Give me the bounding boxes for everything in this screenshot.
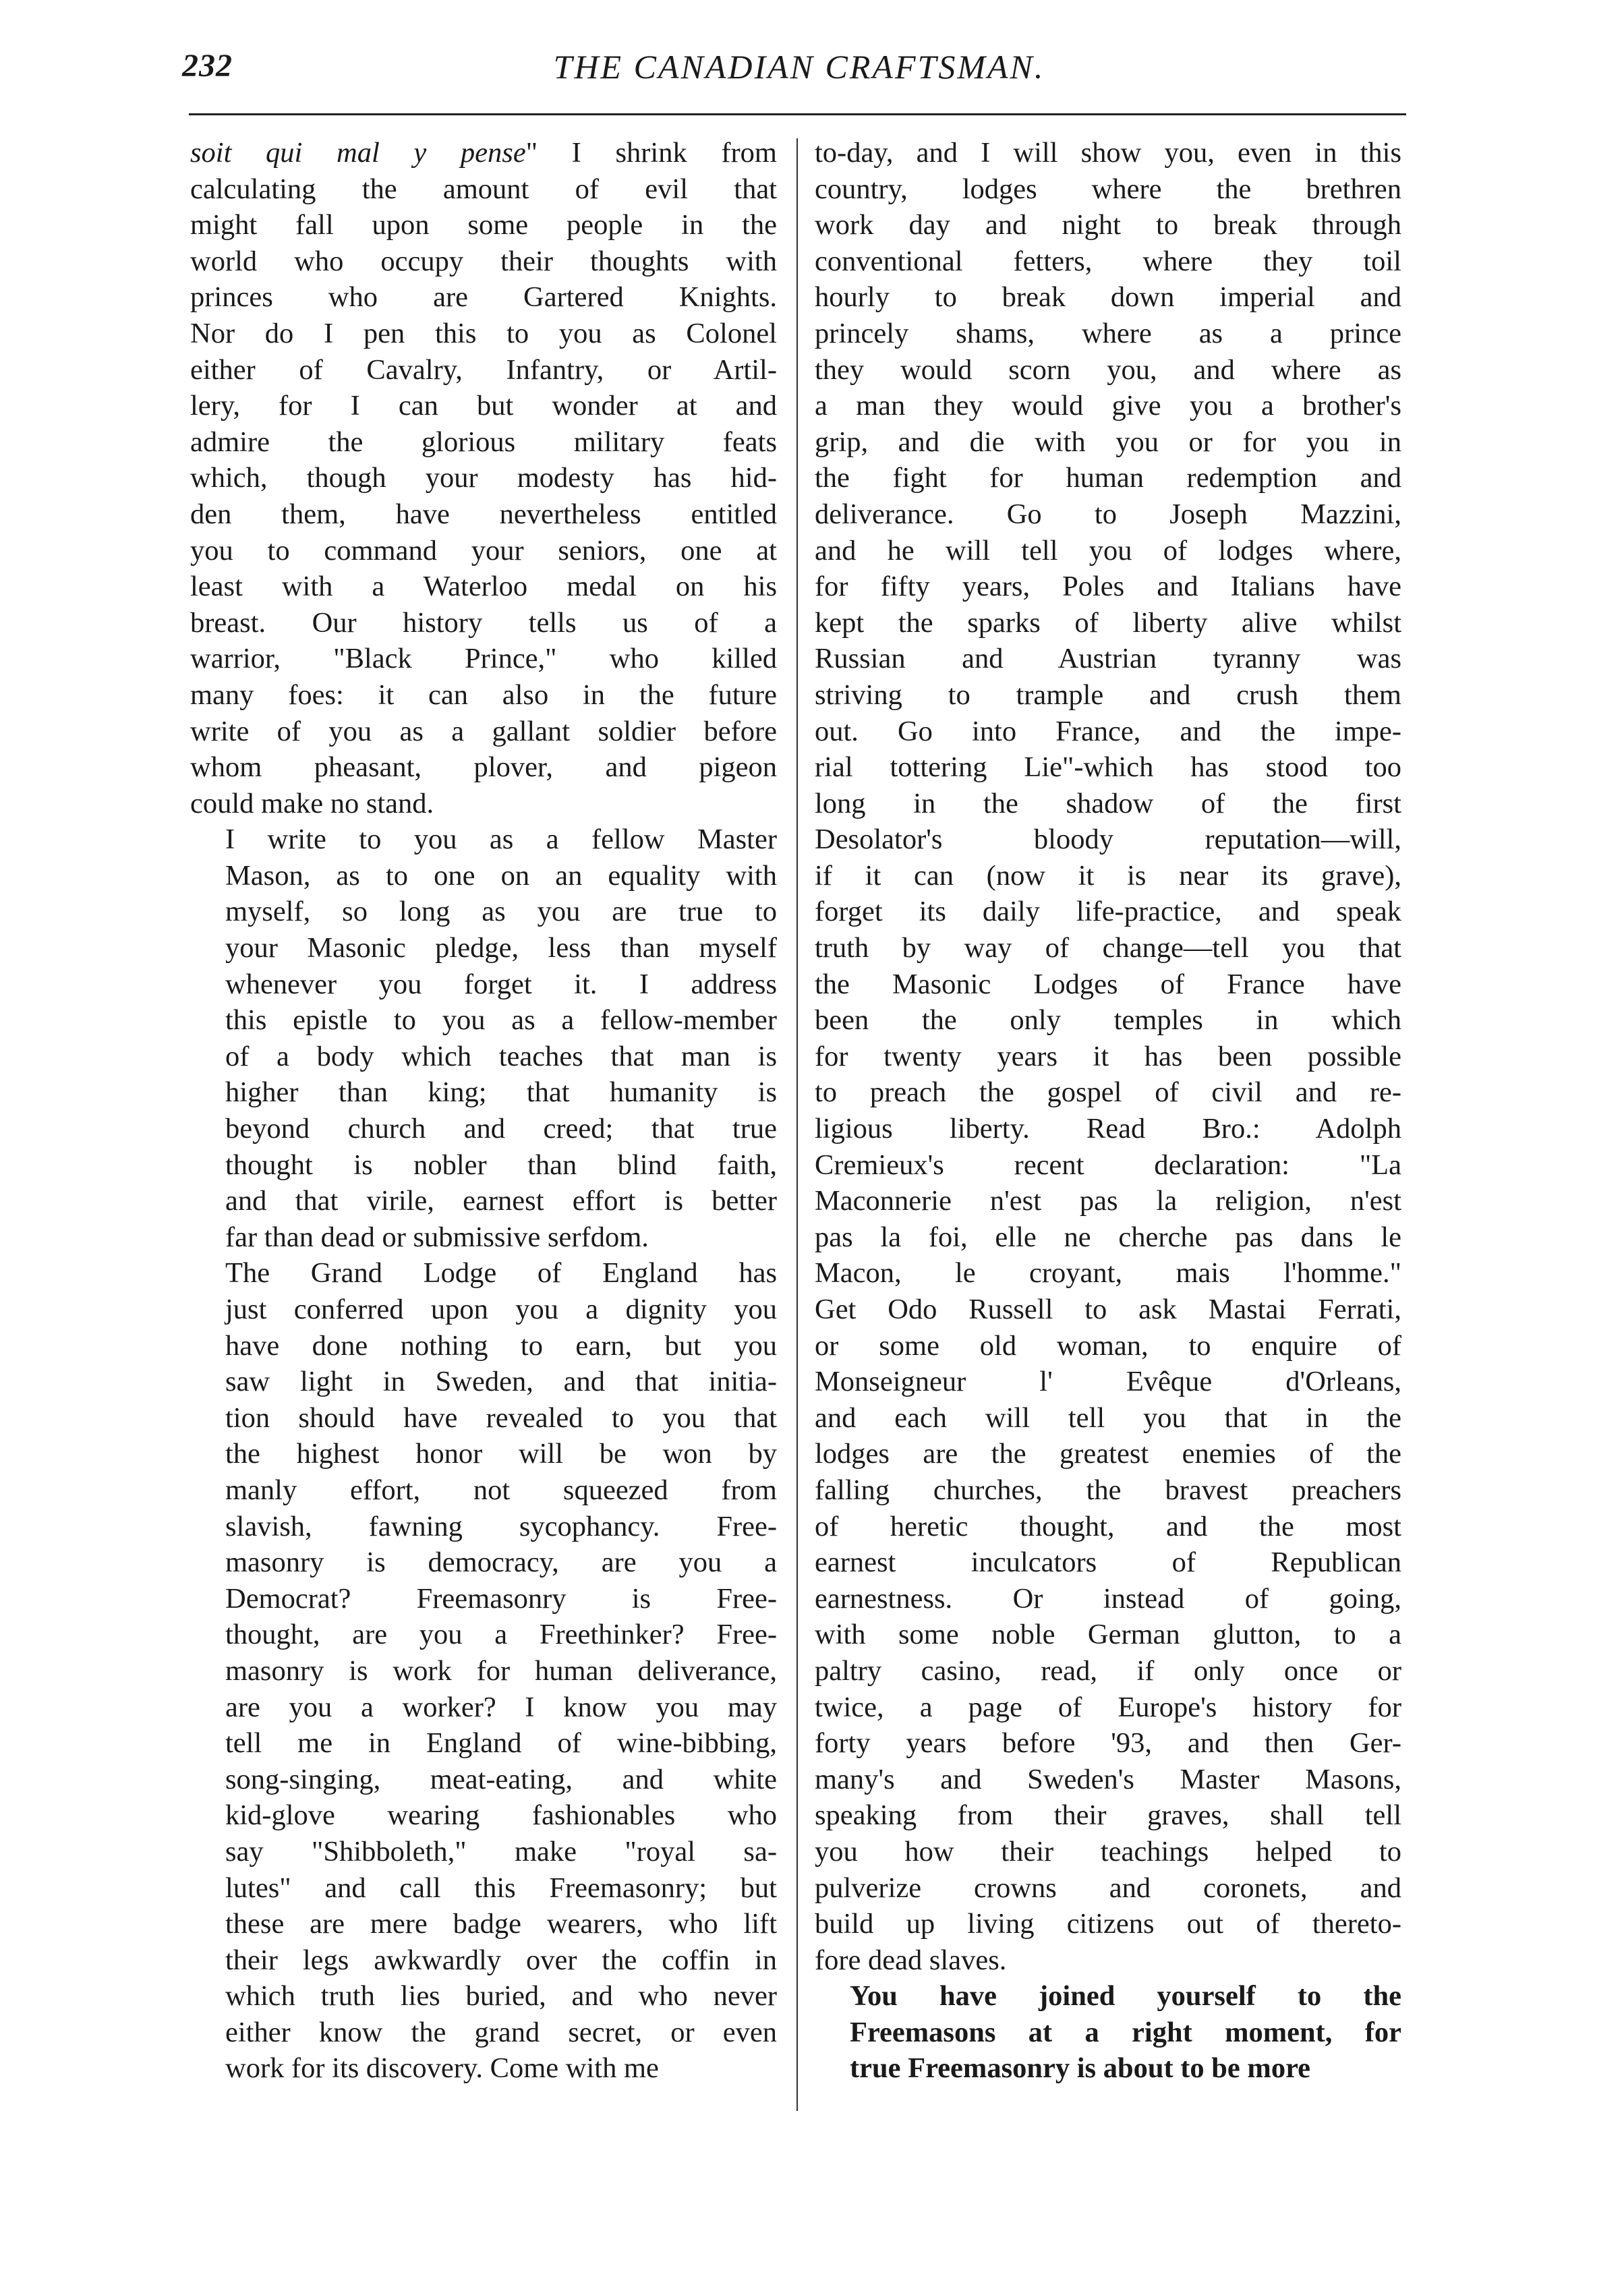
text-line: could make no stand.	[190, 787, 434, 819]
right-column	[815, 135, 1401, 2087]
text-line: write of you as a gallant soldier before	[190, 715, 777, 747]
text-line: higher than king; that humanity is	[225, 1076, 777, 1109]
text-line: forget its daily life-practice, and speak	[815, 896, 1401, 928]
text-line: tell me in England of wine-bibbing,	[225, 1727, 777, 1760]
text-line: manly effort, not squeezed from	[225, 1474, 777, 1506]
text-line: work for its discovery. Come with me	[225, 2052, 659, 2085]
text-line: work day and night to break through	[815, 209, 1401, 241]
text-line: pas la foi, elle ne cherche pas dans le	[815, 1221, 1401, 1253]
page-number: 232	[182, 48, 233, 84]
text-line: Get Odo Russell to ask Mastai Ferrati,	[815, 1294, 1401, 1325]
text-line: build up living citizens out of thereto-	[815, 1908, 1401, 1940]
text-line: many foes: it can also in the future	[190, 678, 777, 711]
text-line: these are mere badge wearers, who lift	[225, 1908, 777, 1940]
text-line: say "Shibboleth," make "royal sa-	[225, 1835, 777, 1868]
text-line: earnestness. Or instead of going,	[815, 1582, 1401, 1615]
text-line: paltry casino, read, if only once or	[815, 1654, 1401, 1687]
text-line: warrior, "Black Prince," who killed	[190, 643, 777, 675]
text-line: tion should have revealed to you that	[225, 1401, 777, 1434]
text-line: kid-glove wearing fashionables who	[225, 1799, 777, 1832]
text-line: calculating the amount of evil that	[190, 173, 777, 205]
text-line: lery, for I can but wonder at and	[190, 390, 777, 422]
text-line: long in the shadow of the first	[815, 787, 1401, 819]
text-line: soit qui mal y pense" I shrink from	[190, 137, 777, 169]
text-line: either of Cavalry, Infantry, or Artil-	[190, 353, 777, 386]
text-line: fore dead slaves.	[815, 1944, 1007, 1976]
text-line: which truth lies buried, and who never	[225, 1980, 777, 2013]
page-header	[182, 27, 1416, 94]
text-line: you to command your seniors, one at	[190, 534, 777, 567]
text-line: world who occupy their thoughts with	[190, 245, 777, 277]
text-line: beyond church and creed; that true	[225, 1113, 777, 1145]
text-line: grip, and die with you or for you in	[815, 426, 1401, 458]
text-line: might fall upon some people in the	[190, 209, 777, 241]
text-line: either know the grand secret, or even	[225, 2016, 777, 2048]
text-line: masonry is work for human deliverance,	[225, 1654, 777, 1687]
text-line: speaking from their graves, shall tell	[815, 1799, 1401, 1832]
text-line: and he will tell you of lodges where,	[815, 534, 1401, 567]
left-column	[190, 135, 777, 2087]
text-line: for twenty years it has been possible	[815, 1040, 1401, 1072]
text-line: your Masonic pledge, less than myself	[225, 932, 777, 964]
text-line: Democrat? Freemasonry is Free-	[225, 1582, 777, 1615]
text-line: striving to trample and crush them	[815, 678, 1401, 711]
text-line: Mason, as to one on an equality with	[225, 859, 777, 892]
text-line: breast. Our history tells us of a	[190, 606, 777, 639]
text-line: deliverance. Go to Joseph Mazzini,	[815, 498, 1401, 530]
text-line: hourly to break down imperial and	[815, 281, 1401, 314]
text-line: true Freemasonry is about to be more	[850, 2052, 1311, 2085]
text-line: myself, so long as you are true to	[225, 896, 777, 928]
text-line: falling churches, the bravest preachers	[815, 1474, 1401, 1506]
text-line: Macon, le croyant, mais l'homme."	[815, 1257, 1401, 1290]
text-line: Freemasons at a right moment, for	[850, 2016, 1401, 2048]
text-line: out. Go into France, and the impe-	[815, 715, 1401, 747]
text-line: princely shams, where as a prince	[815, 317, 1401, 349]
text-line: to-day, and I will show you, even in this	[815, 137, 1401, 169]
text-line: The Grand Lodge of England has	[225, 1257, 777, 1290]
italic-phrase: soit qui mal y pense	[190, 137, 526, 169]
text-line: song-singing, meat-eating, and white	[225, 1763, 777, 1795]
text-line: been the only temples in which	[815, 1004, 1401, 1037]
text-line: are you a worker? I know you may	[225, 1691, 777, 1723]
text-line: for fifty years, Poles and Italians have	[815, 571, 1401, 603]
text-line: a man they would give you a brother's	[815, 390, 1401, 422]
text-line: masonry is democracy, are you a	[225, 1546, 777, 1579]
paragraph	[190, 135, 777, 821]
text-line: princes who are Gartered Knights.	[190, 281, 777, 314]
text-line: to preach the gospel of civil and re-	[815, 1076, 1401, 1109]
text-line: of heretic thought, and the most	[815, 1510, 1401, 1542]
text-line: thought, are you a Freethinker? Free-	[225, 1619, 777, 1651]
text-line: You have joined yourself to the	[850, 1980, 1401, 2013]
header-rule	[189, 113, 1406, 115]
text-line: ligious liberty. Read Bro.: Adolph	[815, 1113, 1401, 1145]
text-line: forty years before '93, and then Ger-	[815, 1727, 1401, 1760]
text-line: I write to you as a fellow Master	[225, 823, 777, 856]
text-line: twice, a page of Europe's history for	[815, 1691, 1401, 1723]
text-line: kept the sparks of liberty alive whilst	[815, 606, 1401, 639]
text-line: have done nothing to earn, but you	[225, 1329, 777, 1362]
text-line: this epistle to you as a fellow-member	[225, 1004, 777, 1037]
text-line: the fight for human redemption and	[815, 462, 1401, 494]
text-line: the Masonic Lodges of France have	[815, 968, 1401, 1000]
text-line: just conferred upon you a dignity you	[225, 1294, 777, 1325]
text-line: Cremieux's recent declaration: "La	[815, 1149, 1401, 1181]
text-line: Monseigneur l' Evêque d'Orleans,	[815, 1366, 1401, 1398]
text-line: Desolator's bloody reputation—will,	[815, 823, 1401, 856]
text-line: Maconnerie n'est pas la religion, n'est	[815, 1185, 1401, 1217]
text-line: lodges are the greatest enemies of the	[815, 1438, 1401, 1470]
paragraph	[815, 1978, 1401, 2087]
text-line: rial tottering Lie"-which has stood too	[815, 751, 1401, 784]
running-title: THE CANADIAN CRAFTSMAN.	[553, 48, 1045, 86]
text-line: least with a Waterloo medal on his	[190, 571, 777, 603]
text-line: you how their teachings helped to	[815, 1835, 1401, 1868]
text-line: with some noble German glutton, to a	[815, 1619, 1401, 1651]
text-line: earnest inculcators of Republican	[815, 1546, 1401, 1579]
column-divider	[796, 138, 798, 2111]
text-line: pulverize crowns and coronets, and	[815, 1872, 1401, 1904]
text-line: far than dead or submissive serfdom.	[225, 1221, 649, 1253]
text-line: country, lodges where the brethren	[815, 173, 1401, 205]
paragraph	[190, 1255, 777, 2087]
text-line: they would scorn you, and where as	[815, 353, 1401, 386]
text-line: Russian and Austrian tyranny was	[815, 643, 1401, 675]
text-line: whom pheasant, plover, and pigeon	[190, 751, 777, 784]
text-line: admire the glorious military feats	[190, 426, 777, 458]
text-line: thought is nobler than blind faith,	[225, 1149, 777, 1181]
text-line: truth by way of change—tell you that	[815, 932, 1401, 964]
text-line: their legs awkwardly over the coffin in	[225, 1944, 777, 1976]
text-line: and that virile, earnest effort is better	[225, 1185, 777, 1217]
text-line: whenever you forget it. I address	[225, 968, 777, 1000]
text-line: Nor do I pen this to you as Colonel	[190, 317, 777, 349]
text-line: lutes" and call this Freemasonry; but	[225, 1872, 777, 1904]
text-line: conventional fetters, where they toil	[815, 245, 1401, 277]
paragraph	[190, 821, 777, 1255]
text-line: of a body which teaches that man is	[225, 1040, 777, 1072]
text-line: den them, have nevertheless entitled	[190, 498, 777, 530]
text-line: or some old woman, to enquire of	[815, 1329, 1401, 1362]
text-line: the highest honor will be won by	[225, 1438, 777, 1470]
text-line: saw light in Sweden, and that initia-	[225, 1366, 777, 1398]
text-line: slavish, fawning sycophancy. Free-	[225, 1510, 777, 1542]
text-line: many's and Sweden's Master Masons,	[815, 1763, 1401, 1795]
text-line: if it can (now it is near its grave),	[815, 859, 1401, 892]
text-line: which, though your modesty has hid-	[190, 462, 777, 494]
paragraph	[815, 135, 1401, 1978]
text-line: and each will tell you that in the	[815, 1401, 1401, 1434]
